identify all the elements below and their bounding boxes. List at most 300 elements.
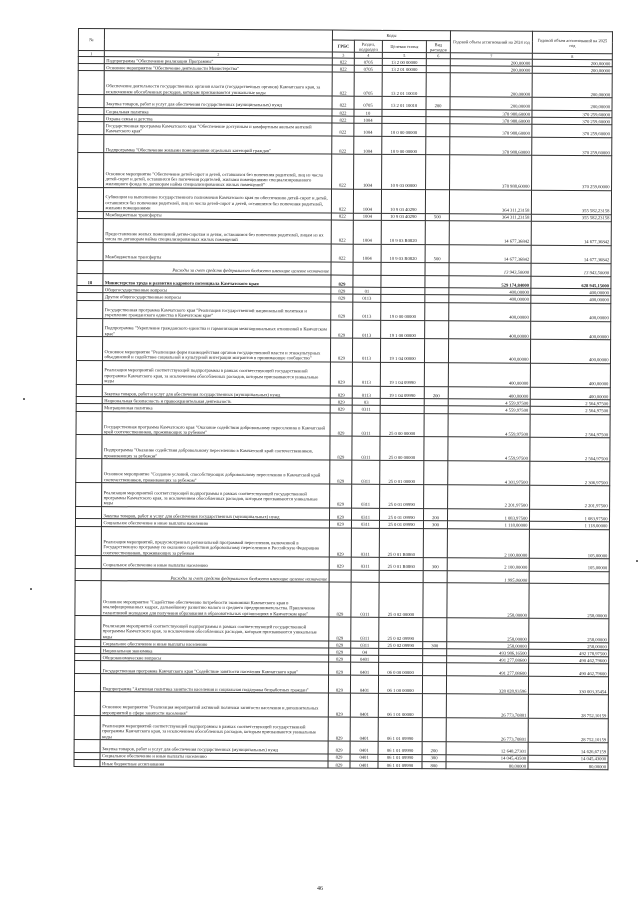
row-vid [424,437,448,461]
row-razdel: 0311 [352,413,380,437]
row-value-2024: 200,00000 [450,97,532,110]
row-vid [423,618,447,642]
row-value-2024: 4 559,97500 [448,406,530,414]
row-number [75,526,101,556]
row-grbs: 829 [328,693,350,717]
row-razdel: 10 [354,109,382,116]
row-vid [426,124,450,137]
row-value-2024: 400,00000 [448,386,530,399]
row-number [77,318,103,336]
row-name: Обеспечение деятельности государственных органов власти (государственных органов) Камчатского края, за исключением обособленных расходов, которым присваиваются уникальные коды [104,71,332,96]
row-razdel: 0401 [351,655,379,662]
row-number [76,506,102,519]
row-number [77,218,103,242]
row-razdel: 0705 [354,58,382,65]
row-razdel: 1004 [354,154,382,189]
row-tselevaya: 19 1 04 00000 [380,338,424,362]
table-row [76,435,610,462]
colnum: 5 [382,52,426,58]
row-number [78,134,104,152]
row-value-2025: 105,00000 [529,529,609,559]
row-name: Межбюджетные трансферты [103,242,331,262]
row-number [76,482,102,506]
row-vid [426,136,450,154]
page-number: 46 [317,886,323,892]
row-value-2025: 1 083,97500 [530,509,610,522]
row-value-2024: 400,00000 [449,321,531,340]
row-grbs: 829 [330,460,352,484]
colnum: 4 [354,52,382,58]
row-value-2025: 80,00000 [528,762,608,770]
table-row [76,411,610,438]
row-value-2025: 2 564,97500 [530,400,610,408]
row-name: Закупка товаров, работ и услуг для обеспечения государственных (муниципальных) нужд [102,384,330,398]
row-name: Подпрограмма "Обеспечение реализации Программы" [104,57,332,66]
header-tselevaya: Целевая статья [382,40,426,52]
row-value-2025: 105,00000 [529,558,609,571]
row-vid [423,583,447,618]
row-value-2024: 258,00000 [447,642,529,650]
row-name: Общеэкономические вопросы [101,654,329,663]
row-value-2024: 400,00000 [448,363,530,387]
row-name: Национальная экономика [101,647,329,656]
row-vid: 300 [422,754,446,761]
row-value-2025: 355 582,23158 [531,190,611,214]
row-name: Реализация мероприятий соответствующей подпрограммы в рамках соответствующей государственной программы Камчатского края, за исключением обособленных расходов, которым присваиваются уникальные коды [102,483,330,508]
row-grbs: 822 [332,58,354,65]
row-value-2024: 258,00000 [447,618,529,642]
row-tselevaya: 25 0 00 00000 [380,413,424,437]
row-grbs: 822 [331,244,353,262]
row-vid [426,155,450,190]
row-value-2024: 14 045,43500 [446,754,528,762]
row-tselevaya: 25 0 00 00000 [380,437,424,461]
row-name: Основное мероприятие "Реализация форм взаимодействия органов государственной власти и этнокультурных объединений и содействие социальной и культурной интеграции мигрантов в принимающее сообщество" [102,337,330,362]
row-vid [424,413,448,437]
table-row [74,716,608,743]
row-name: Субвенции на выполнение государственного полномочия Камчатского края по обеспечению детей-сирот и детей, оставшихся без попечения родителей, лиц из числа детей-сирот и детей, оставшихся без попечения родителей, жилыми помещениями [103,188,331,213]
row-value-2024: 26 773,70801 [446,718,528,742]
row-number: 18 [77,273,103,286]
row-razdel: 0311 [351,521,379,528]
row-vid [425,220,449,244]
row-value-2025: 370 259,60000 [532,155,612,190]
row-tselevaya: 06 0 00 00000 [379,663,423,676]
row-value-2024: 200,00000 [450,59,532,67]
row-value-2025 [529,571,609,584]
row-value-2025: 370 259,60000 [532,117,612,125]
row-value-2024: 26 773,70801 [446,694,528,718]
row-value-2025: 628 945,15000 [531,276,611,289]
row-name: Реализация мероприятий соответствующей подпрограммы в рамках соответствующей государственной программы Камчатского края, за исключением обособленных расходов, которым присваиваются уникальные коды [102,360,330,385]
row-number [78,152,104,187]
row-tselevaya: 25 0 01 09990 [379,521,423,528]
row-tselevaya: 10 9 03 R0820 [381,220,425,244]
row-grbs: 829 [328,761,350,768]
header-grbs: ГРБС [332,40,354,52]
row-tselevaya: 25 0 02 00000 [379,583,423,618]
row-vid: 300 [423,558,447,571]
row-value-2025: 258,00000 [529,584,609,619]
row-grbs: 829 [329,520,351,527]
row-razdel: 0113 [352,338,380,362]
table-row [75,526,609,559]
row-razdel: 0311 [351,528,379,558]
row-value-2025: 200,00000 [532,66,612,74]
row-razdel: 1004 [353,189,381,213]
row-tselevaya: 06 1 01 09990 [378,761,422,768]
row-grbs: 829 [329,641,351,648]
row-value-2024: 1 995,00000 [447,570,529,583]
row-value-2024: 378 988,60000 [450,124,532,137]
row-name: Государственная программа Камчатского края "Оказание содействия добровольному переселению в Камчатский край соотечественников, проживающих за рубежом" [102,411,330,436]
row-value-2025: 490 462,79600 [529,657,609,665]
row-name: Иные бюджетные ассигнования [100,759,328,768]
row-razdel: 01 [353,287,381,294]
row-grbs: 829 [330,362,352,386]
row-tselevaya: 25 0 01 R0860 [379,557,423,570]
row-name: Основное мероприятие "Содействие обеспечению потребности экономики Камчатского края в квалифицированных кадрах, дальнейшему развитию малого и среднего предпринимательства. Привлечение талантливой молодежи для получения образования в образовательных организациях в Камчатском крае" [101,581,329,617]
row-value-2024: 364 311,23158 [449,190,531,214]
row-razdel: 0311 [352,437,380,461]
scan-speck [23,398,25,400]
row-value-2024: 4 301,97500 [448,461,530,485]
row-name: Государственная программа Камчатского края "Реализация государственной национальной политики и укрепление гражданского единства в Камчатском крае" [103,300,331,320]
row-name: Национальная безопасность и правоохранительная деятельность [102,397,330,406]
row-number [75,616,101,640]
row-vid: 500 [425,213,449,220]
row-name: Подпрограмма "Обеспечение жилыми помещениями отдельных категорий граждан" [104,134,332,154]
row-razdel [353,275,381,288]
row-number [74,759,100,766]
row-razdel: 0311 [351,617,379,641]
row-grbs: 829 [331,294,353,301]
row-number [76,411,102,435]
row-razdel: 0113 [353,295,381,302]
row-vid [425,302,449,320]
row-razdel: 0401 [350,675,378,693]
row-name: Подпрограмма "Укрепление гражданского единства и гармонизация межнациональных отношений в Камчатском крае" [103,318,331,338]
row-value-2024: 80,00000 [446,762,528,770]
header-vid: Вид расходов [426,41,450,53]
colnum: 6 [426,53,450,59]
row-value-2025: 200,00000 [532,74,612,98]
row-value-2024: 400,00000 [448,339,530,363]
row-grbs: 829 [329,655,351,662]
table-row [76,360,610,387]
row-razdel: 0401 [351,663,379,676]
row-number [77,242,103,260]
row-name: Основное мероприятие "Обеспечение детей-сирот и детей, оставшихся без попечения родителей, лиц из числа детей-сирот и детей, оставшихся без попечения родителей, жилыми помещениями специализированного жилищного фонда по договорам найма специализированных жилых помещений" [104,153,332,189]
row-grbs: 829 [328,754,350,761]
row-razdel: 0113 [352,362,380,386]
row-value-2024: 12 648,27301 [446,742,528,755]
row-name: Подпрограмма "Оказание содействия добровольному переселению в Камчатский край соотечественников, проживающих за рубежом" [102,435,330,460]
row-tselevaya: 25 0 01 00000 [380,461,424,485]
row-name: Закупка товаров, работ и услуг для обеспечения государственных (муниципальных) нужд [104,95,332,109]
row-razdel: 0705 [354,72,382,96]
row-value-2025: 492 178,97500 [529,649,609,657]
row-grbs: 829 [329,648,351,655]
row-grbs: 822 [331,220,353,244]
row-tselevaya: 10 9 03 40290 [381,189,425,213]
row-value-2025: 200,00000 [532,59,612,67]
row-value-2025: 14 045,43000 [528,755,608,763]
row-value-2025: 28 752,10159 [528,718,608,742]
row-tselevaya: 06 1 01 09990 [378,718,422,742]
row-value-2024: 200,00000 [450,73,532,97]
row-value-2025: 28 752,10159 [528,695,608,719]
row-tselevaya: 10 9 00 00000 [382,136,426,155]
row-razdel: 0113 [352,386,380,399]
row-grbs: 829 [330,338,352,362]
row-vid [425,190,449,214]
row-grbs: 829 [328,717,350,741]
row-tselevaya: 10 9 03 40290 [381,213,425,220]
row-grbs: 829 [329,528,351,557]
row-name: Реализация мероприятий соответствующей подпрограммы в рамках соответствующей государственной программы Камчатского края, за исключением обособленных расходов, которым присваиваются уникальные коды [100,716,328,741]
row-vid [425,275,449,288]
row-vid [424,339,448,363]
row-tselevaya: 13 2 01 10010 [382,96,426,109]
row-name: Предоставление жилых помещений детям-сиротам и детям, оставшимся без попечения родителей, лицам из их числа по договорам найма специализированных жилых помещений [103,218,331,243]
row-number [78,71,104,95]
row-vid [424,461,448,485]
row-razdel: 0401 [350,694,378,718]
row-tselevaya: 25 0 02 09990 [379,618,423,642]
row-grbs: 829 [330,405,352,412]
row-razdel: 0113 [353,302,381,320]
row-name: Социальное обеспечение и иные выплаты населению [100,752,328,761]
row-value-2024: 1 083,97500 [448,509,530,522]
row-value-2025: 1 118,00000 [529,522,609,530]
row-name: Социальная политика [104,107,332,116]
row-tselevaya: 10 9 03 00000 [382,154,426,189]
row-value-2024: 2 100,00000 [447,528,529,558]
row-grbs: 829 [330,386,352,399]
row-tselevaya: 19 0 00 00000 [381,302,425,321]
header-codes: Коды [332,30,450,41]
row-razdel: 0311 [351,508,379,521]
row-value-2024: 2 201,97500 [448,485,530,509]
row-grbs: 822 [332,96,354,109]
row-tselevaya: 25 0 01 09990 [380,484,424,508]
row-vid [423,528,447,557]
row-value-2024: 14 677,36842 [449,221,531,245]
row-vid [426,73,450,97]
colnum: 8 [532,53,612,59]
header-2024: Годовой объем ассигнований на 2024 год [450,31,532,54]
row-value-2024: 4 559,97500 [448,437,530,461]
row-tselevaya: 10 0 00 00000 [382,123,426,136]
header-razdel: Раздел, подраздел [354,40,382,52]
row-value-2024: 4 559,97500 [448,413,530,437]
row-tselevaya: 13 2 00 00000 [382,58,426,65]
row-tselevaya: 13 2 01 10010 [382,73,426,97]
row-razdel: 1004 [354,116,382,123]
row-value-2024: 378 988,60000 [450,110,532,118]
row-value-2025: 2 564,97500 [530,414,610,438]
document-page [73,28,612,770]
row-number [74,739,100,752]
row-grbs: 829 [331,320,353,338]
row-value-2024: 4 559,97500 [448,399,530,407]
row-tselevaya [379,570,423,583]
row-value-2025: 400,00000 [530,339,610,363]
row-value-2024: 14 677,36842 [449,244,531,263]
row-value-2025: 400,00000 [531,303,611,322]
row-razdel: 0705 [354,65,382,72]
row-vid: 200 [423,508,447,521]
row-vid [424,485,448,509]
row-number [75,568,101,581]
row-name: Реализация мероприятий соответствующей подпрограммы в рамках соответствующей государственной программы Камчатского края, за исключением обособленных расходов, которым присваиваются уникальные коды [101,616,329,641]
row-vid [422,694,446,718]
table-row [78,152,612,190]
row-name: Расходы за счет средств федерального бюджета имеющие целевое назначение [101,568,329,582]
row-name: Общегосударственные вопросы [103,286,331,295]
row-tselevaya: 06 1 01 00000 [378,694,422,718]
row-number [76,360,102,384]
row-value-2025: 355 582,23158 [531,214,611,222]
row-value-2024: 493 986,16500 [447,649,529,657]
row-value-2025: 2 306,97500 [530,461,610,485]
row-tselevaya: 06 1 01 09990 [378,741,422,754]
row-razdel: 0705 [354,96,382,109]
header-num: № [78,29,104,51]
row-razdel: 1004 [353,213,381,220]
row-number [74,716,100,740]
row-razdel: 0311 [351,582,379,617]
row-tselevaya: 19 1 04 09990 [380,386,424,399]
row-vid: 200 [426,97,450,110]
row-value-2024: 529 174,84000 [449,275,531,288]
row-razdel: 0113 [353,320,381,338]
row-name: Миграционная политика [102,404,330,413]
row-grbs: 822 [331,213,353,220]
row-razdel: 1004 [353,244,381,262]
row-number [76,459,102,483]
scan-speck [30,588,32,590]
table-row [78,71,612,98]
row-tselevaya [381,275,425,288]
colnum: 2 [104,51,332,58]
row-tselevaya: 19 1 04 09990 [380,362,424,386]
row-value-2024: 13 943,50000 [449,263,531,276]
row-grbs: 822 [332,65,354,72]
table-row [76,482,610,509]
row-number [78,95,104,108]
table-row [75,616,609,643]
row-name: Подпрограмма "Активная политика занятости населения и социальная поддержка безработных граждан" [100,674,328,694]
row-name: Основное мероприятие "Обеспечение деятельности Министерства" [104,64,332,73]
row-grbs: 829 [331,302,353,320]
row-grbs: 829 [329,662,351,675]
row-number [76,337,102,361]
row-grbs [329,570,351,583]
row-value-2025: 14 677,36842 [531,221,611,245]
row-grbs: 822 [332,109,354,116]
row-name: Социальное обеспечение и иные выплаты населению [101,519,329,528]
row-value-2025: 370 259,60000 [532,124,612,137]
row-value-2025: 330 003,35454 [528,676,608,695]
row-value-2025: 2 201,97500 [530,485,610,509]
row-grbs: 829 [328,675,350,693]
row-grbs: 829 [329,557,351,570]
row-tselevaya: 06 1 01 09990 [378,754,422,761]
row-tselevaya: 10 9 03 R0820 [381,244,425,263]
row-grbs: 822 [332,72,354,96]
row-value-2024: 200,00000 [450,66,532,74]
row-value-2024: 491 277,08600 [447,656,529,664]
row-name: Закупка товаров, работ и услуг для обеспечения государственных (муниципальных) нужд [100,740,328,754]
row-razdel: 04 [351,648,379,655]
row-grbs: 822 [332,123,354,136]
row-grbs: 829 [328,741,350,754]
row-vid: 300 [423,642,447,649]
row-grbs: 829 [329,508,351,521]
row-razdel: 1004 [354,136,382,154]
table-row [77,187,611,214]
row-razdel: 0401 [350,741,378,754]
row-grbs: 829 [330,484,352,508]
row-grbs [331,262,353,275]
scan-speck [636,560,638,562]
row-tselevaya: 25 0 02 09990 [379,641,423,648]
row-vid: 800 [422,761,446,768]
row-number [75,661,101,674]
row-value-2025: 370 259,60000 [532,110,612,118]
row-number [77,300,103,318]
table-row [74,692,608,719]
table-row [76,337,610,364]
table-body [74,57,612,770]
row-vid: 200 [422,742,446,755]
row-vid: 500 [425,244,449,262]
row-value-2025: 2 564,97500 [530,438,610,462]
row-razdel: 0401 [350,754,378,761]
row-razdel: 0311 [352,460,380,484]
row-value-2025: 200,00000 [532,97,612,110]
row-number [76,435,102,459]
row-vid [425,262,449,275]
row-value-2025: 258,00000 [529,618,609,642]
row-razdel: 03 [352,398,380,405]
row-grbs: 829 [329,617,351,641]
row-number [75,581,101,616]
row-razdel [353,262,381,275]
row-value-2025: 400,00000 [530,363,610,387]
row-vid [423,570,447,583]
row-value-2024: 400,00000 [449,288,531,296]
row-value-2025: 400,00000 [531,289,611,297]
row-value-2025: 14 626,67159 [528,742,608,755]
row-razdel: 1004 [354,123,382,136]
row-name: Государственная программа Камчатского края "Содействие занятости населения Камчатского края" [101,661,329,675]
row-value-2025: 490 462,79600 [529,664,609,677]
row-grbs: 829 [330,413,352,437]
row-vid [424,362,448,386]
row-name: Расходы за счет средств федерального бюджета имеющие целевое назначение [103,261,331,275]
row-name: Основное мероприятие "Создание условий, способствующих добровольному переселению в Камчатский край соотечественников, проживающих за рубежом" [102,459,330,484]
row-razdel: 0401 [350,761,378,768]
row-number [77,260,103,273]
row-name: Другие общегосударственные вопросы [103,293,331,302]
row-tselevaya: 25 0 01 09990 [379,508,423,521]
row-value-2025: 400,00000 [531,321,611,340]
colnum: 1 [78,51,104,57]
row-grbs: 822 [331,189,353,213]
